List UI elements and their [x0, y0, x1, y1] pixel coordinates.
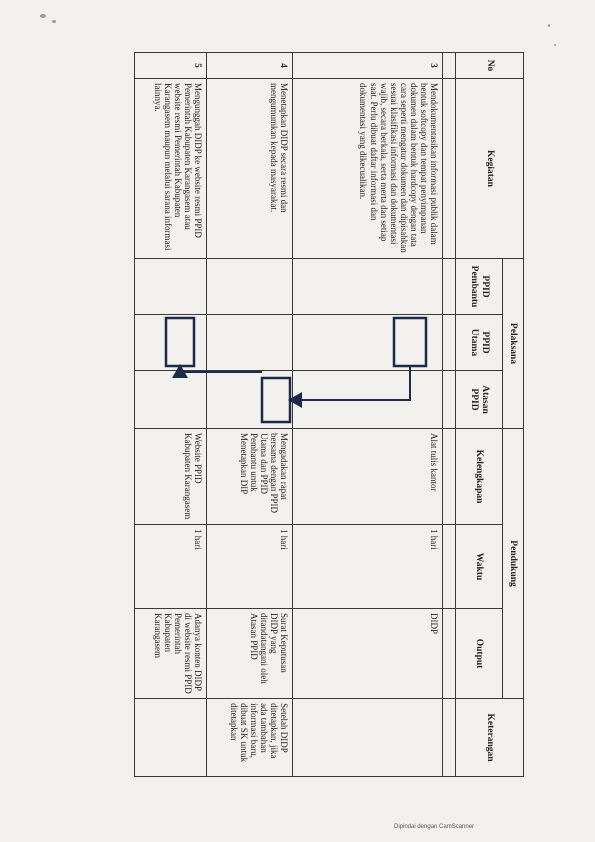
row-no: 3	[293, 53, 443, 79]
header-output: Output	[456, 609, 503, 699]
row-kegiatan: Menetapkan DIDP secara resmi dan mengumumkan kepada masyarakat.	[207, 79, 293, 259]
row-kelengkapan: Alat tulis kantor	[293, 429, 443, 525]
row-keterangan	[135, 699, 207, 777]
row-atasan-ppid	[293, 371, 443, 429]
sop-table-container	[134, 52, 524, 776]
header-atasan-ppid: Atasan PPID	[456, 371, 503, 429]
row-output: DIDP	[293, 609, 443, 699]
header-waktu: Waktu	[456, 525, 503, 609]
row-kelengkapan: Website PPID Kabupaten Karangasem	[135, 429, 207, 525]
scan-speck	[40, 14, 46, 18]
scan-speck	[548, 24, 550, 27]
row-output: Surat Keputusan DIDP yang ditandatangani oleh Atasan PPID	[207, 609, 293, 699]
row-ppid-utama	[135, 315, 207, 371]
row-ppid-pembantu	[207, 259, 293, 315]
row-no: 5	[135, 53, 207, 79]
row-ppid-utama	[293, 315, 443, 371]
table-row-spacer	[443, 53, 456, 777]
header-ppid-utama: PPID Utama	[456, 315, 503, 371]
row-atasan-ppid	[207, 371, 293, 429]
header-kegiatan: Kegiatan	[456, 79, 524, 259]
scanner-watermark: Dipindai dengan CamScanner	[394, 824, 475, 830]
table-row	[207, 53, 293, 777]
row-keterangan: Setelah DIDP ditetapkan, jika ada tambahan informasi baru, dibuat SK untuk ditetapkan	[207, 699, 293, 777]
row-no: 4	[207, 53, 293, 79]
row-waktu: 1 hari	[207, 525, 293, 609]
row-kegiatan: Mengunggah DIDP ke website resmi PPID Pemerintah Kabupaten Karangasem atau website resmi Pemerintah Kabupaten Karangasem maupun melalui sarana informasi lainnya.	[135, 79, 207, 259]
header-keterangan: Keterangan	[456, 699, 524, 777]
scan-speck	[52, 20, 56, 23]
header-pelaksana: Pelaksana	[503, 259, 524, 429]
header-no: No	[456, 53, 524, 79]
header-ppid-pembantu: PPID Pembantu	[456, 259, 503, 315]
table-row	[293, 53, 443, 777]
row-keterangan	[293, 699, 443, 777]
row-waktu: 1 hari	[135, 525, 207, 609]
row-ppid-pembantu	[135, 259, 207, 315]
row-kegiatan: Mendokumentasikan informasi publik dalam bentuk softcopy dan tempat penyimpanan dokumen dalam bentuk hardcopy dengan tata cara seperti mengatur dokumen dan dipisahkan sesuai klasifikasi informasi dan dokumentasi wajib, secara berkala, serta merta dan setiap saat. Perlu dibuat daftar informasi dan dokumentasi yang dikecualikan.	[293, 79, 443, 259]
row-ppid-pembantu	[293, 259, 443, 315]
table-row	[135, 53, 207, 777]
sop-table	[134, 52, 524, 777]
scan-speck	[554, 44, 556, 46]
row-kelengkapan: Mengadakan rapat bersama dengan PPID Utama dan PPID Pembantu untuk Menetapkan DIP	[207, 429, 293, 525]
row-ppid-utama	[207, 315, 293, 371]
row-atasan-ppid	[135, 371, 207, 429]
row-output: Adanya konten DIDP di website resmi PPID Pemerintah Kabupaten Karangasem	[135, 609, 207, 699]
header-kelengkapan: Kelengkapan	[456, 429, 503, 525]
header-pendukung: Pendukung	[503, 429, 524, 699]
row-waktu: 1 hari	[293, 525, 443, 609]
